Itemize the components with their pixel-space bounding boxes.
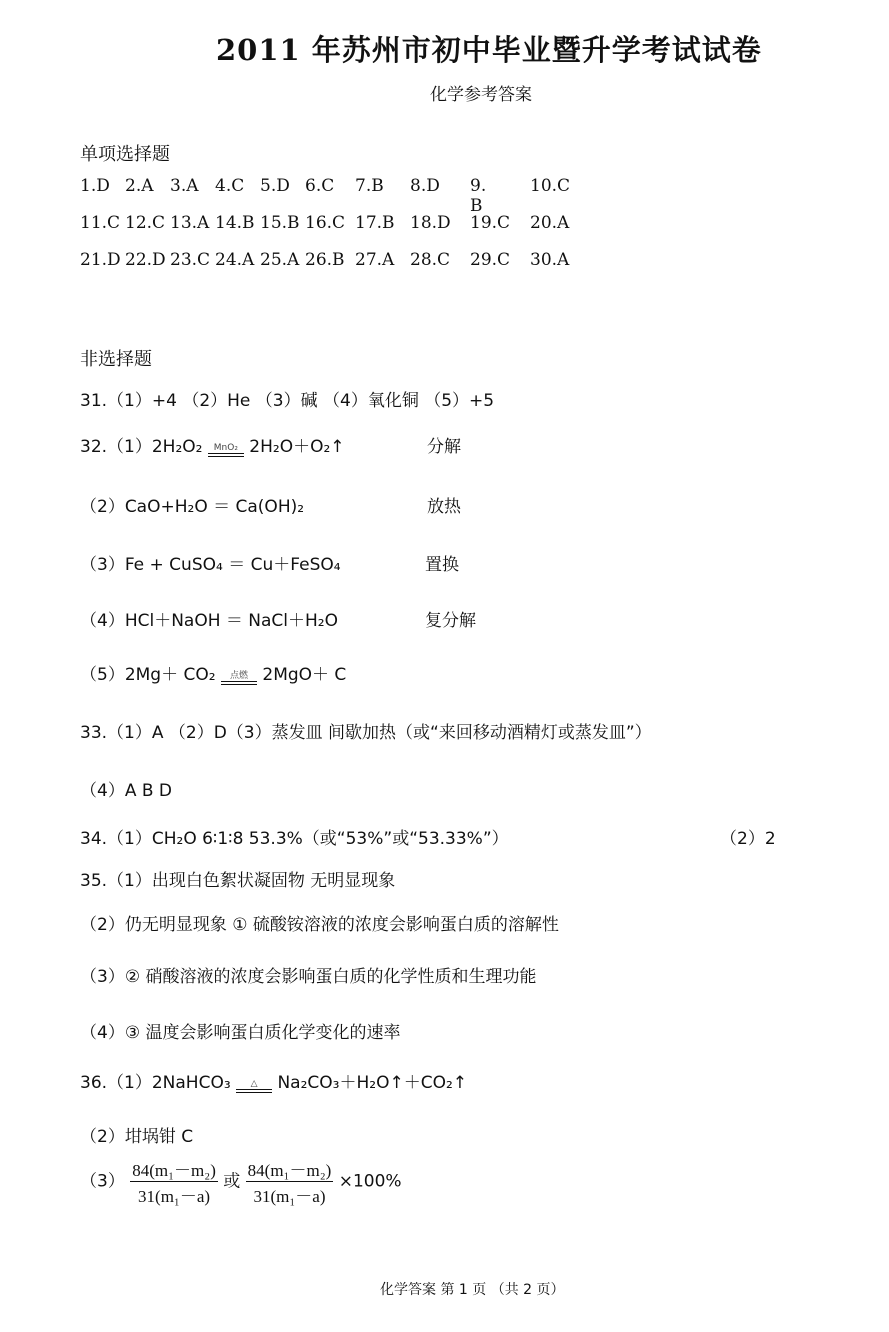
q36-3-label: （3）	[80, 1171, 125, 1192]
mc-answer: 10.C	[530, 176, 571, 196]
q32-3-reaction-type: 置换	[425, 555, 459, 575]
fraction-numerator: 84(m₁－m₂)	[130, 1156, 218, 1182]
mc-answer: 27.A	[355, 250, 395, 270]
answer-q34	[80, 824, 776, 849]
section-heading-multiple-choice: 单项选择题	[80, 144, 170, 165]
mc-answer: 30.A	[530, 250, 570, 270]
answer-q36-3	[80, 1156, 402, 1207]
answer-q32-3	[80, 550, 459, 575]
fraction-denominator: 31(m₁－a)	[253, 1187, 326, 1206]
page-title: 2011 年苏州市初中毕业暨升学考试试卷	[216, 33, 762, 67]
mc-answer: 29.C	[470, 250, 511, 270]
mc-answer: 24.A	[215, 250, 255, 270]
q32-5-reactants: （5）2Mg＋ CO₂	[80, 665, 216, 685]
mc-answer: 12.C	[125, 213, 166, 233]
q32-2-reaction-type: 放热	[427, 497, 461, 517]
mc-answer: 14.B	[215, 213, 255, 233]
answer-q32-1	[80, 432, 461, 457]
fraction-expression-1	[130, 1156, 218, 1207]
catalyst-label: MnO₂	[213, 443, 238, 453]
page-subtitle: 化学参考答案	[430, 85, 532, 105]
mc-answer: 13.A	[170, 213, 210, 233]
mc-answer: 20.A	[530, 213, 570, 233]
answer-q35-1: 35.（1）出现白色絮状凝固物 无明显现象	[80, 871, 396, 891]
mc-answer: 16.C	[305, 213, 346, 233]
answer-q36-1	[80, 1068, 467, 1093]
q32-2-equation: （2）CaO+H₂O ＝ Ca(OH)₂	[80, 497, 305, 517]
reaction-arrow	[236, 1079, 272, 1093]
q32-1-reaction-type: 分解	[427, 437, 461, 457]
page-footer: 化学答案 第 1 页 （共 2 页）	[380, 1282, 565, 1298]
condition-label: 点燃	[229, 671, 248, 681]
q36-1-products: Na₂CO₃＋H₂O↑＋CO₂↑	[277, 1073, 468, 1093]
reaction-arrow	[221, 671, 257, 685]
mc-answer: 15.B	[260, 213, 300, 233]
mc-answer: 4.C	[215, 176, 245, 196]
fraction-expression-2	[246, 1156, 334, 1207]
q32-5-products: 2MgO＋ C	[262, 665, 347, 685]
q34-part-2: （2）2	[720, 829, 776, 849]
mc-answer: 19.C	[470, 213, 511, 233]
mc-answer: 11.C	[80, 213, 121, 233]
mc-answer: 6.C	[305, 176, 335, 196]
reaction-arrow	[208, 443, 244, 457]
heat-symbol: △	[250, 1079, 258, 1089]
or-word: 或	[223, 1171, 241, 1192]
mc-answer: 7.B	[355, 176, 384, 196]
mc-answer: 25.A	[260, 250, 300, 270]
mc-answer: 8.D	[410, 176, 440, 196]
answer-q32-5	[80, 660, 346, 685]
equals-bar	[208, 453, 244, 457]
mc-answer: 28.C	[410, 250, 451, 270]
q32-4-reaction-type: 复分解	[425, 611, 476, 631]
equals-bar	[236, 1089, 272, 1093]
mc-answer: 22.D	[125, 250, 166, 270]
q32-1-products: 2H₂O＋O₂↑	[249, 437, 345, 457]
mc-answer: 9. B	[470, 176, 487, 216]
fraction-denominator: 31(m₁－a)	[138, 1187, 211, 1206]
q32-1-reactants: 32.（1）2H₂O₂	[80, 437, 203, 457]
answer-q32-4	[80, 606, 476, 631]
section-heading-open-questions: 非选择题	[80, 349, 152, 370]
mc-answer: 2.A	[125, 176, 154, 196]
mc-answer: 23.C	[170, 250, 211, 270]
q36-1-reactants: 36.（1）2NaHCO₃	[80, 1073, 231, 1093]
percent-suffix: ×100%	[338, 1171, 402, 1192]
mc-answer: 5.D	[260, 176, 290, 196]
mc-answer: 21.D	[80, 250, 121, 270]
equals-bar	[221, 681, 257, 685]
answer-q35-2: （2）仍无明显现象 ① 硫酸铵溶液的浓度会影响蛋白质的溶解性	[80, 915, 559, 935]
answer-q35-3: （3）② 硝酸溶液的浓度会影响蛋白质的化学性质和生理功能	[80, 967, 537, 987]
answer-q33: 33.（1）A （2）D（3）蒸发皿 间歇加热（或“来回移动酒精灯或蒸发皿”）	[80, 723, 652, 743]
fraction-numerator: 84(m₁－m₂)	[246, 1156, 334, 1182]
q32-3-equation: （3）Fe + CuSO₄ ＝ Cu＋FeSO₄	[80, 555, 341, 575]
answer-q32-2	[80, 492, 461, 517]
answer-q35-4: （4）③ 温度会影响蛋白质化学变化的速率	[80, 1023, 401, 1043]
q34-part-1: 34.（1）CH₂O 6∶1∶8 53.3%（或“53%”或“53.33%”）	[80, 829, 509, 849]
mc-answer: 3.A	[170, 176, 199, 196]
answer-q36-2: （2）坩埚钳 C	[80, 1127, 194, 1147]
answer-q33-4: （4）A B D	[80, 781, 173, 801]
mc-answer: 18.D	[410, 213, 451, 233]
answer-q31: 31.（1）+4 （2）He （3）碱 （4）氧化铜 （5）+5	[80, 391, 495, 411]
q32-4-equation: （4）HCl＋NaOH ＝ NaCl＋H₂O	[80, 611, 339, 631]
mc-answer: 1.D	[80, 176, 110, 196]
mc-answer: 26.B	[305, 250, 345, 270]
mc-answer: 17.B	[355, 213, 395, 233]
